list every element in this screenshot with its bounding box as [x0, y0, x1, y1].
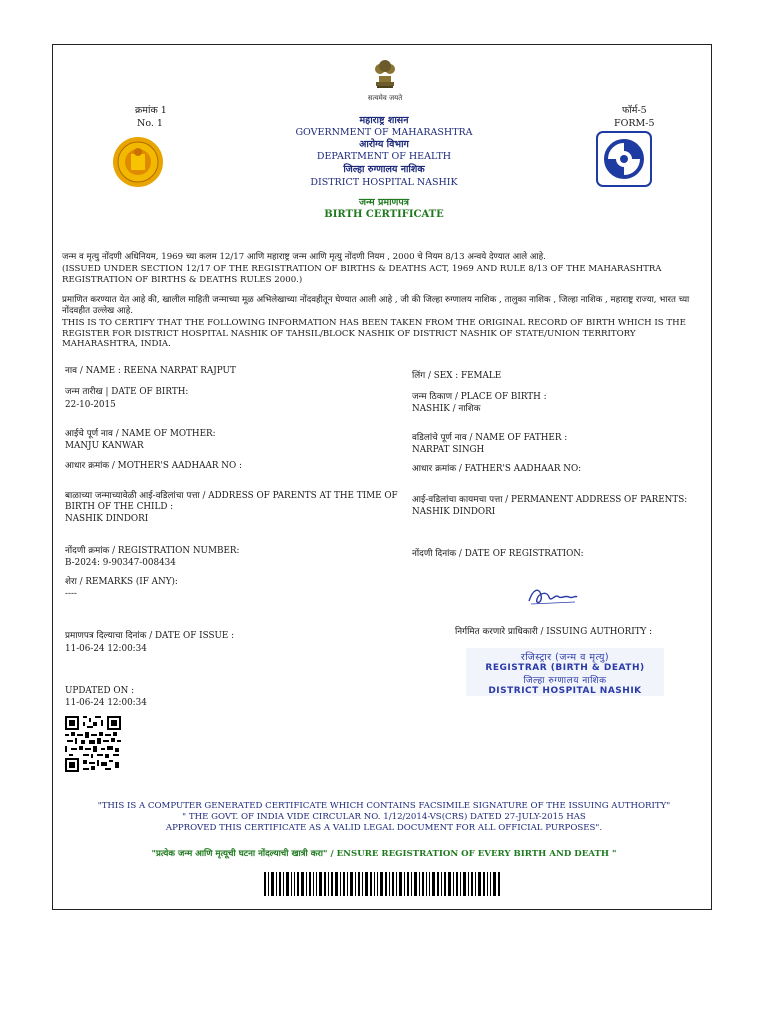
dob-label: जन्म तारीख | DATE OF BIRTH:	[65, 387, 189, 397]
registration-date-label: नोंदणी दिनांक / DATE OF REGISTRATION:	[412, 549, 584, 559]
permanent-address-label: आई-वडिलांचा कायमचा पत्ता / PERMANENT ADDRESS OF PARENTS:	[412, 495, 688, 505]
serial-mr: क्रमांक 1	[135, 105, 167, 116]
address-at-birth-value: NASHIK DINDORI	[65, 514, 149, 524]
footer-note-1: "THIS IS A COMPUTER GENERATED CERTIFICATE WHICH CONTAINS FACSIMILE SIGNATURE OF THE ISSUING AUTHORITY"	[97, 801, 671, 811]
govt-title-en: GOVERNMENT OF MAHARASHTRA	[295, 127, 473, 138]
father-name-value: NARPAT SINGH	[412, 445, 485, 455]
barcode-icon	[264, 872, 500, 896]
certify-statement-mr: प्रमाणित करण्यात येत आहे की, खालील माहिती जन्माच्या मूळ अभिलेखाच्या नोंदवहीतून घेण्यात आली आहे , जी की जिल्हा रुग्णालय नाशिक , तालुका नाशिक , जिल्हा नाशिक , महाराष्ट्र राज्या, भारत च्या नोंदवहीत उल्लेख आहे.	[62, 295, 690, 316]
stamp-line-3: जिल्हा रुग्णालय नाशिक	[523, 676, 607, 686]
mother-name-value: MANJU KANWAR	[65, 441, 144, 451]
updated-on-value: 11-06-24 12:00:34	[65, 698, 147, 708]
mother-aadhaar-label: आधार क्रमांक / MOTHER'S AADHAAR NO :	[65, 461, 242, 471]
certify-statement-en: THIS IS TO CERTIFY THAT THE FOLLOWING INFORMATION HAS BEEN TAKEN FROM THE ORIGINAL RECORD OF BIRTH WHICH IS THE REGISTER FOR DISTRICT HOSPITAL NASHIK OF TAHSIL/BLOCK NASHIK OF DISTRICT NASHIK OF STATE/UNION TERRITORY MAHARASHTRA, INDIA.	[62, 318, 686, 350]
issuing-authority-label: निर्गमित करणारे प्राधिकारी / ISSUING AUTHORITY :	[455, 627, 653, 637]
issued-under-en: (ISSUED UNDER SECTION 12/17 OF THE REGISTRATION OF BIRTHS & DEATHS ACT, 1969 AND RULE 8/13 OF THE MAHARASHTRA REGISTRATION OF BIRTHS & DEATHS RULES 2000.)	[62, 264, 662, 285]
updated-on-label: UPDATED ON :	[65, 686, 135, 696]
certificate-title-mr: जन्म प्रमाणपत्र	[358, 197, 410, 208]
registrar-stamp	[466, 648, 664, 696]
issue-date-label: प्रमाणपत्र दिल्याचा दिनांक / DATE OF ISSUE :	[65, 631, 235, 641]
form-en: FORM-5	[614, 118, 655, 129]
govt-title-mr: महाराष्ट्र शासन	[359, 115, 409, 126]
child-name: नाव / NAME : REENA NARPAT RAJPUT	[65, 366, 236, 376]
remarks-label: शेरा / REMARKS (IF ANY):	[65, 577, 178, 587]
stamp-line-2: REGISTRAR (BIRTH & DEATH)	[485, 663, 645, 673]
form-mr: फॉर्म-5	[622, 105, 647, 116]
stamp-line-4: DISTRICT HOSPITAL NASHIK	[488, 686, 642, 696]
qr-code-icon	[65, 716, 121, 772]
place-of-birth-value: NASHIK / नाशिक	[412, 404, 481, 414]
sex: लिंग / SEX : FEMALE	[412, 371, 502, 381]
dept-title-mr: आरोग्य विभाग	[359, 139, 409, 150]
serial-en: No. 1	[137, 118, 163, 129]
footer-note-3: APPROVED THIS CERTIFICATE AS A VALID LEGAL DOCUMENT FOR ALL OFFICIAL PURPOSES".	[165, 823, 603, 833]
health-department-logo-icon	[596, 131, 652, 187]
dept-title-en: DEPARTMENT OF HEALTH	[316, 151, 452, 162]
registration-number-label: नोंदणी क्रमांक / REGISTRATION NUMBER:	[65, 546, 240, 556]
hospital-title-mr: जिल्हा रुग्णालय नाशिक	[343, 164, 425, 175]
issued-under-mr: जन्म व मृत्यु नोंदणी अधिनियम, 1969 च्या कलम 12/17 आणि महाराष्ट्र जन्म आणि मृत्यु नोंदणी नियम , 2000 चे नियम 8/13 अन्वये देण्यात आले आहे.	[62, 252, 546, 262]
certificate-title-en: BIRTH CERTIFICATE	[324, 209, 444, 220]
footer-slogan: "प्रत्येक जन्म आणि मृत्यूची घटना नोंदल्याची खात्री करा" / ENSURE REGISTRATION OF EVERY BIRTH AND DEATH "	[151, 849, 617, 859]
mother-name-label: आईचे पूर्ण नाव / NAME OF MOTHER:	[65, 429, 216, 439]
hospital-title-en: DISTRICT HOSPITAL NASHIK	[310, 177, 458, 188]
footer-note-2: " THE GOVT. OF INDIA VIDE CIRCULAR NO. 1/12/2014-VS(CRS) DATED 27-JULY-2015 HAS	[182, 812, 586, 822]
national-emblem-icon	[370, 58, 400, 90]
place-of-birth-label: जन्म ठिकाण / PLACE OF BIRTH :	[412, 392, 547, 402]
father-name-label: वडिलांचे पूर्ण नाव / NAME OF FATHER :	[412, 433, 568, 443]
maharashtra-seal-icon	[112, 136, 164, 188]
signature-icon	[525, 585, 581, 609]
emblem-motto: सत्यमेव जयते	[367, 94, 403, 102]
stamp-line-1: रजिस्ट्रार (जन्म व मृत्यु)	[520, 652, 610, 663]
issue-date-value: 11-06-24 12:00:34	[65, 644, 147, 654]
dob-value: 22-10-2015	[65, 400, 116, 410]
address-at-birth-label: बाळाच्या जन्माच्यावेळी आई-वडिलांचा पत्ता / ADDRESS OF PARENTS AT THE TIME OF BIRTH OF THE CHILD :	[65, 491, 398, 512]
permanent-address-value: NASHIK DINDORI	[412, 507, 496, 517]
remarks-value: ----	[65, 589, 77, 599]
registration-number-value: B-2024: 9-90347-008434	[65, 558, 176, 568]
father-aadhaar-label: आधार क्रमांक / FATHER'S AADHAAR NO:	[412, 464, 582, 474]
